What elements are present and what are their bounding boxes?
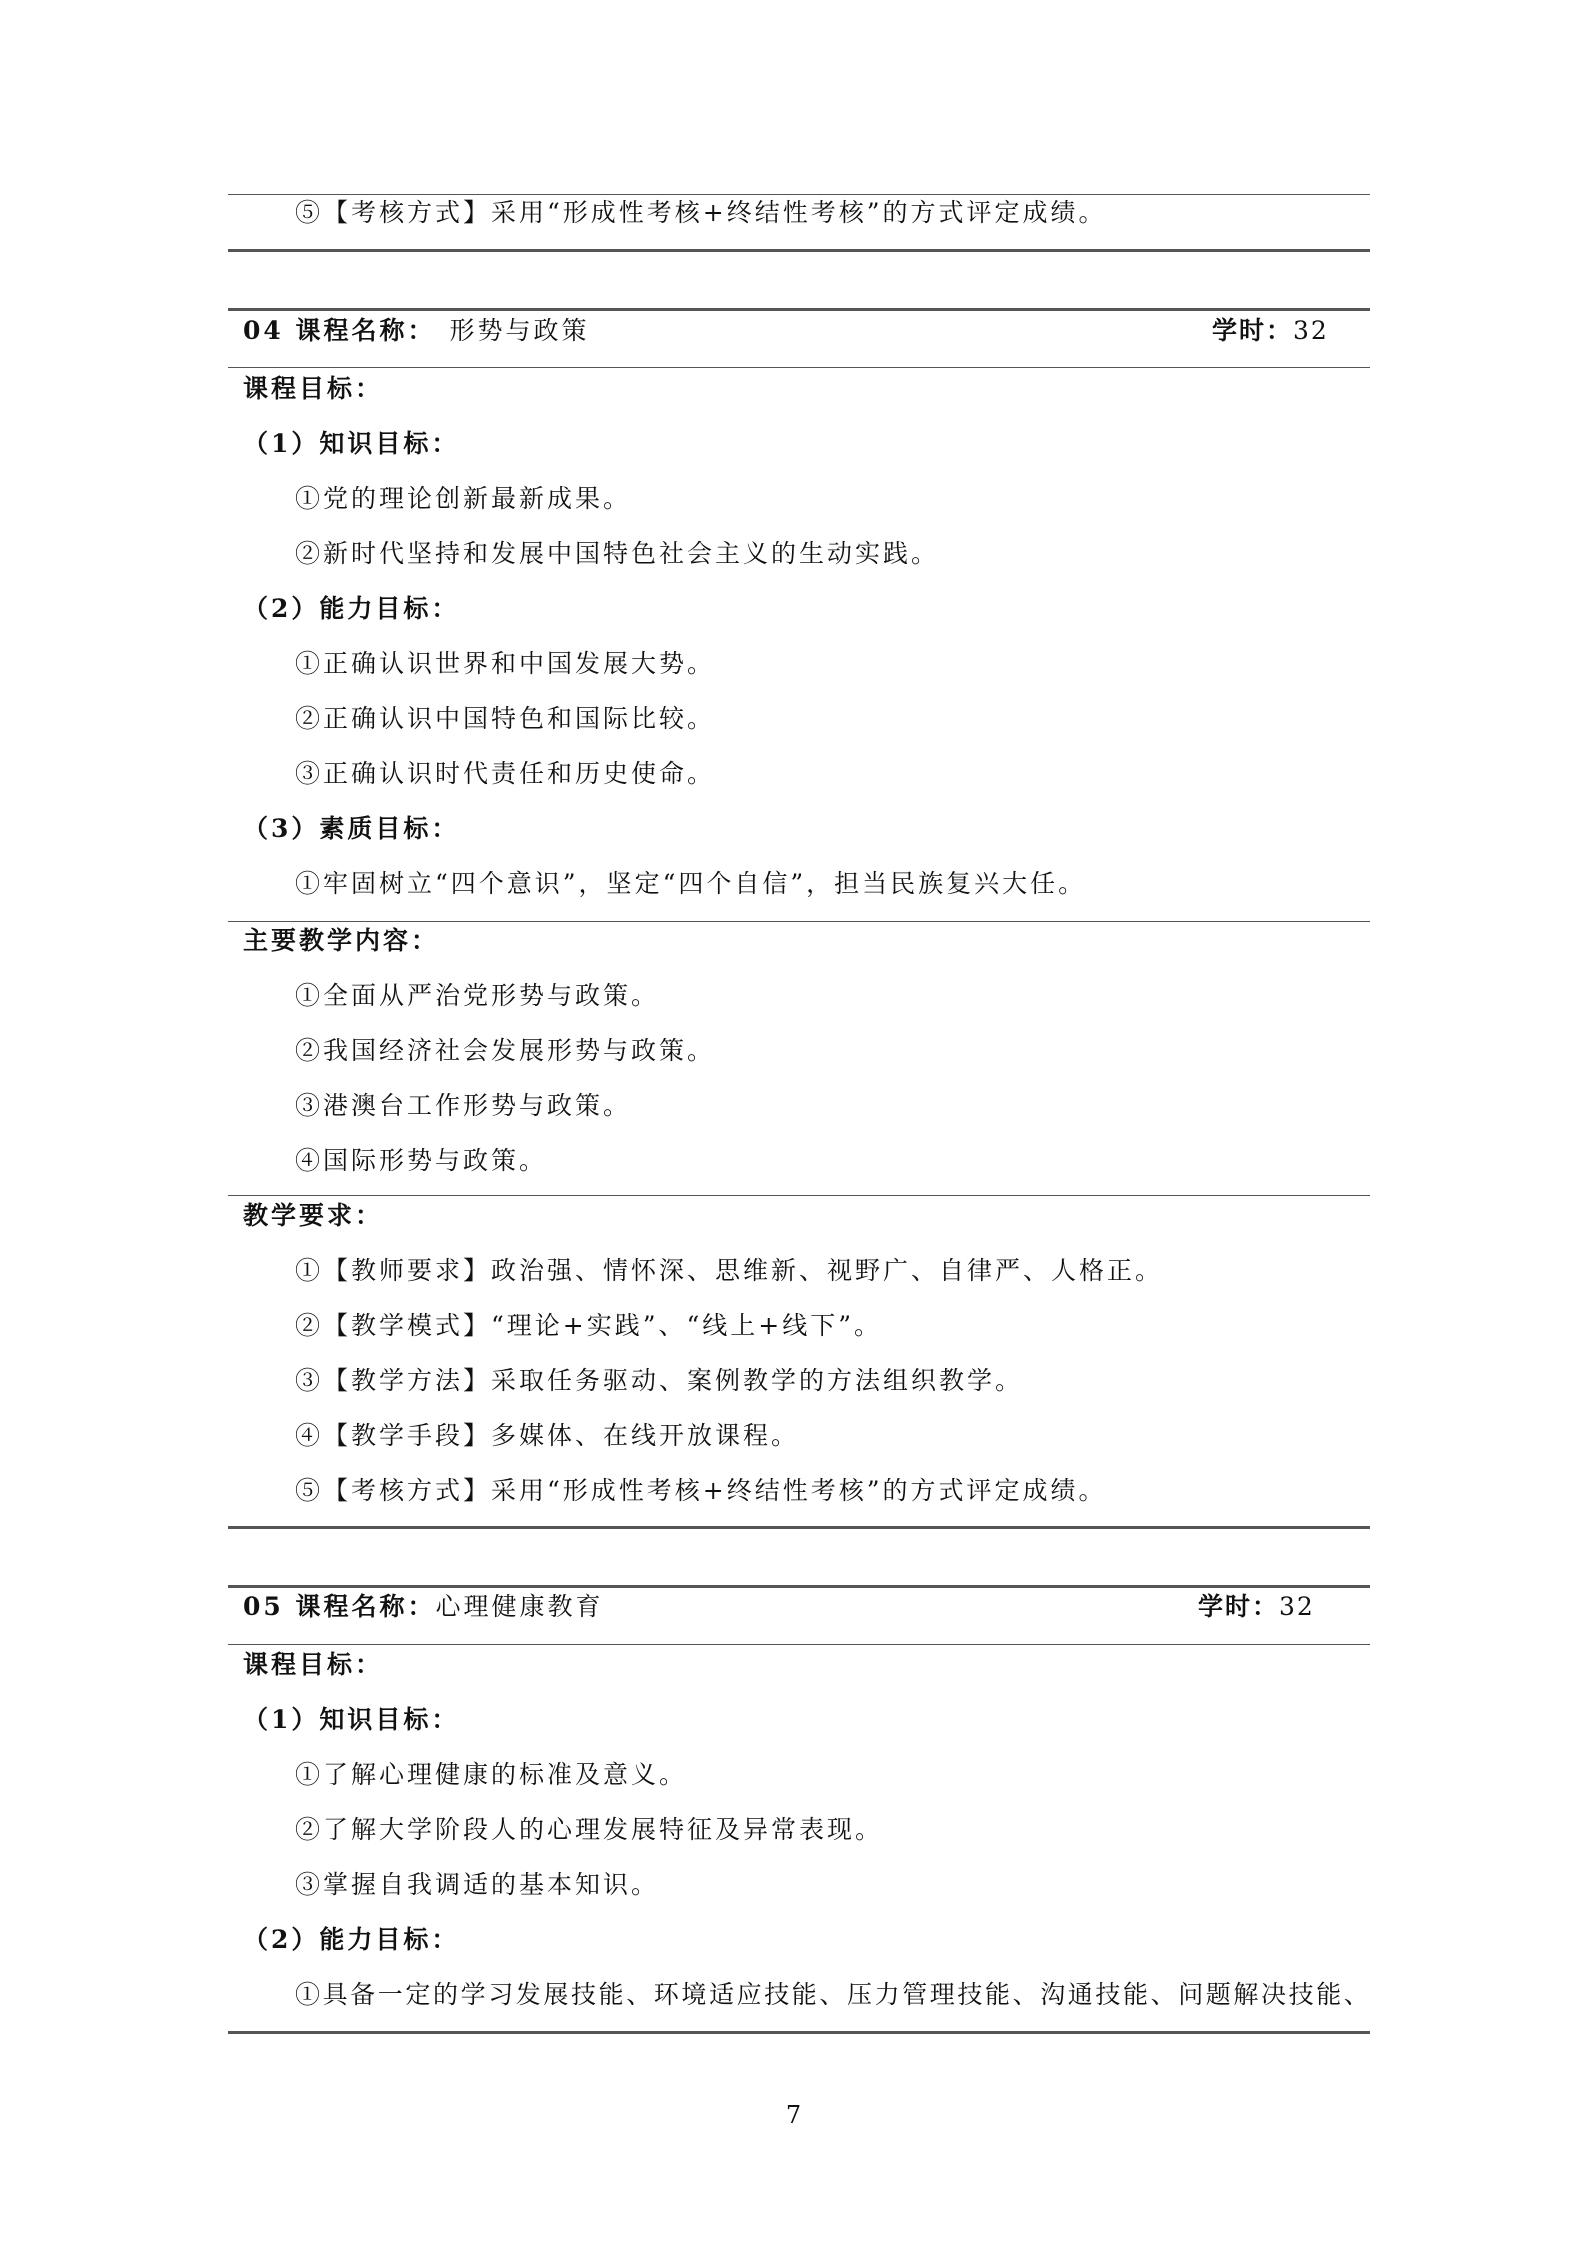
content-heading: 主要教学内容： — [243, 926, 440, 955]
section-end-rule — [228, 249, 1370, 252]
hours-label: 学时： — [1212, 316, 1294, 345]
course-number-label: 05 课程名称： — [243, 1592, 436, 1621]
ability-item: ②正确认识中国特色和国际比较。 — [295, 704, 716, 733]
knowledge-item: ①党的理论创新最新成果。 — [295, 484, 632, 513]
content-item: ④国际形势与政策。 — [295, 1146, 548, 1175]
course-05-title-row — [243, 1590, 1313, 1624]
quality-item: ①牢固树立“四个意识”，坚定“四个自信”，担当民族复兴大任。 — [295, 869, 1087, 898]
divider — [228, 921, 1370, 922]
knowledge-item: ②了解大学阶段人的心理发展特征及异常表现。 — [295, 1815, 884, 1844]
goals-heading: 课程目标： — [243, 1650, 384, 1679]
section-start-rule — [228, 1585, 1370, 1588]
quality-heading: （3）素质目标： — [243, 814, 460, 843]
knowledge-item: ①了解心理健康的标准及意义。 — [295, 1760, 688, 1789]
section-end-rule — [228, 2031, 1370, 2034]
divider — [228, 1644, 1370, 1645]
divider — [228, 367, 1370, 368]
course-04-title-row — [243, 314, 1313, 348]
requirement-item: ①【教师要求】政治强、情怀深、思维新、视野广、自律严、人格正。 — [295, 1256, 1164, 1285]
assessment-method-item: ⑤【考核方式】采用“形成性考核+终结性考核”的方式评定成绩。 — [295, 198, 1107, 227]
content-item: ③港澳台工作形势与政策。 — [295, 1091, 632, 1120]
course-05-hours — [1198, 1590, 1315, 1624]
divider — [228, 1195, 1370, 1196]
requirement-item: ⑤【考核方式】采用“形成性考核+终结性考核”的方式评定成绩。 — [295, 1476, 1107, 1505]
course-name: 心理健康教育 — [435, 1592, 604, 1621]
hours-value: 32 — [1293, 316, 1329, 345]
knowledge-heading: （1）知识目标： — [243, 429, 460, 458]
ability-item: ①具备一定的学习发展技能、环境适应技能、压力管理技能、沟通技能、问题解决技能、 — [295, 1980, 1372, 2009]
ability-heading: （2）能力目标： — [243, 1925, 460, 1954]
ability-heading: （2）能力目标： — [243, 594, 460, 623]
requirement-item: ④【教学手段】多媒体、在线开放课程。 — [295, 1421, 800, 1450]
requirement-item: ③【教学方法】采取任务驱动、案例教学的方法组织教学。 — [295, 1366, 1024, 1395]
requirements-heading: 教学要求： — [243, 1201, 384, 1230]
ability-item: ①正确认识世界和中国发展大势。 — [295, 649, 716, 678]
knowledge-item: ②新时代坚持和发展中国特色社会主义的生动实践。 — [295, 539, 940, 568]
section-start-rule — [228, 308, 1370, 311]
content-item: ①全面从严治党形势与政策。 — [295, 981, 660, 1010]
divider — [228, 194, 1370, 195]
goals-heading: 课程目标： — [243, 374, 384, 403]
course-04-hours — [1212, 314, 1329, 348]
section-end-rule — [228, 1526, 1370, 1529]
knowledge-item: ③掌握自我调适的基本知识。 — [295, 1870, 660, 1899]
course-number-label: 04 课程名称： — [243, 316, 436, 345]
requirement-item: ②【教学模式】“理论+实践”、“线上+线下”。 — [295, 1311, 883, 1340]
hours-value: 32 — [1279, 1592, 1315, 1621]
content-item: ②我国经济社会发展形势与政策。 — [295, 1036, 716, 1065]
page-number: 7 — [785, 2101, 802, 2129]
hours-label: 学时： — [1198, 1592, 1280, 1621]
ability-item: ③正确认识时代责任和历史使命。 — [295, 759, 716, 788]
course-name: 形势与政策 — [449, 316, 590, 345]
knowledge-heading: （1）知识目标： — [243, 1705, 460, 1734]
